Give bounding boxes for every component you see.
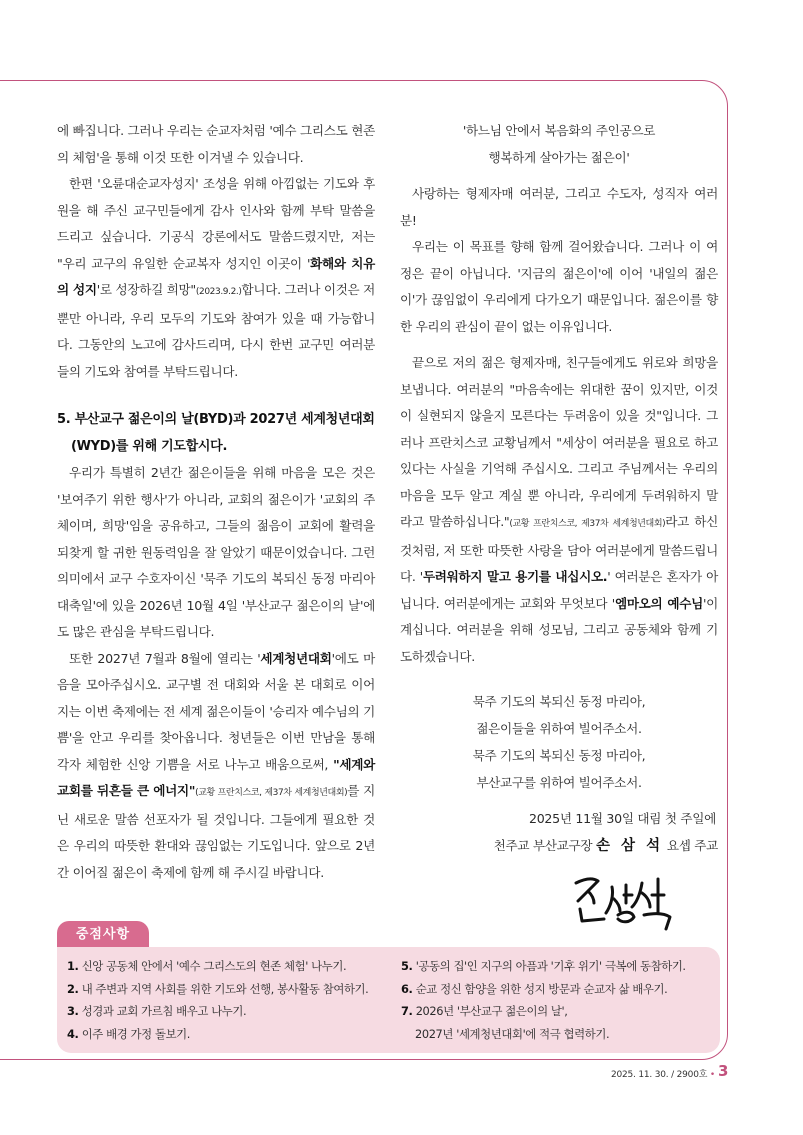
list-item-continued: 2027년 '세계청년대회'에 적극 협력하기. [415, 1026, 610, 1041]
page-number: 3 [718, 1062, 729, 1080]
citation: (교황 프란치스코, 제37차 세계청년대회) [195, 788, 348, 798]
section-heading: 5. 부산교구 젊은이의 날(BYD)과 2027년 세계청년대회 [57, 412, 375, 427]
paragraph: 끝으로 저의 젊은 형제자매, 친구들에게도 위로와 희망을 보냅니다. 여러분의 "마음속에는 위대한 꿈이 있지만, 이것이 실현되지 않을지 모른다는 두려움이 있을 것"입니다. 그러나 프란치스코 교황님께서 "세상이 여러분을 필요로 하고 있다는 사실을 기억해 주십시오. 그리고 주님께서는 우리의 마음을 모두 알고 계실 뿐 아니라, 우리에게 두려워하지 말라고 말씀하십니다."(교황 프란치스코, 제37차 세계청년대회)라고 하신 것처럼, 저 또한 따뜻한 사랑을 담아 여러분에게 말씀드립니다. '두려워하지 말고 용기를 내십시오.' 여러분은 혼자가 아닙니다. 여러분에게는 교회와 무엇보다 '엠마오의 예수님'이 계십니다. 여러분을 위해 성모님, 그리고 공동체와 함께 기도하겠습니다. [400, 355, 719, 664]
emphasis: 엠마오의 예수님 [614, 595, 703, 611]
prayer-line: 젊은이들을 위하여 빌어주소서. [476, 721, 642, 736]
handwritten-signature [570, 873, 682, 931]
left-column [57, 118, 375, 886]
list-item: 7. 2026년 '부산교구 젊은이의 날', [401, 1004, 568, 1018]
paragraph: 에 빠집니다. 그러나 우리는 순교자처럼 '예수 그리스도 현존의 체험'을 통해 이것 또한 이겨낼 수 있습니다. [57, 123, 375, 165]
prayer-line: 묵주 기도의 복되신 동정 마리아, [472, 694, 646, 709]
summary-box [57, 947, 720, 1053]
section-heading-cont: (WYD)를 위해 기도합시다. [71, 438, 228, 454]
emphasis: 세계청년대회 [260, 650, 332, 666]
prayer-line: 부산교구를 위하여 빌어주소서. [476, 775, 642, 790]
citation: (2023.9.2.) [195, 287, 242, 297]
paragraph: 우리가 특별히 2년간 젊은이들을 위해 마음을 모은 것은 '보여주기 위한 행사'가 아니라, 교회의 젊은이가 '교회의 주체이며, 희망'임을 공유하고, 그들의 젊음이 교회에 활력을 되찾게 할 귀한 원동력임을 잘 알았기 때문이었습니다. 그런 의미에서 교구 수호자이신 '묵주 기도의 복되신 동정 마리아 대축일'에 있을 2026년 10월 4일 '부산교구 젊은이의 날'에도 많은 관심을 부탁드립니다. [57, 465, 375, 639]
emphasis: 화해와 치유의 성지 [57, 255, 375, 297]
bishop-name: 손 삼 석 [595, 837, 664, 854]
summary-column-right [401, 955, 713, 1045]
prayer-line: 묵주 기도의 복되신 동정 마리아, [472, 748, 646, 763]
paragraph: 한편 '오륜대순교자성지' 조성을 위해 아낌없는 기도와 후원을 해 주신 교구민들에게 감사 인사와 함께 부탁 말씀을 드리고 싶습니다. 기공식 강론에서도 말씀드렸지만, 저는 "우리 교구의 유일한 순교복자 성지인 이곳이 '화해와 치유의 성지'로 성장하길 희망"(2023.9.2.)합니다. 그러나 이것은 저뿐만 아니라, 우리 모두의 기도와 참여가 있을 때 가능합니다. 그동안의 노고에 감사드리며, 다시 한번 교구민 여러분들의 기도와 참여를 부탁드립니다. [57, 176, 376, 379]
signature-date: 2025년 11월 30일 대림 첫 주일에 [528, 811, 716, 826]
emphasis: 두려워하지 말고 용기를 내십시오. [422, 569, 608, 584]
prayer-block [400, 688, 718, 796]
list-item: 4. 이주 배경 가정 돌보기. [67, 1026, 191, 1041]
emphasis: "세계와 교회를 뒤흔들 큰 에너지" [57, 756, 375, 798]
list-item: 1. 신앙 공동체 안에서 '예수 그리스도의 현존 체험' 나누기. [67, 959, 347, 973]
paragraph: 사랑하는 형제자매 여러분, 그리고 수도자, 성직자 여러분! [400, 186, 718, 228]
summary-column-left [67, 955, 397, 1045]
issue-info: 2025. 11. 30. / 2900호 • [610, 1070, 715, 1080]
right-column [400, 118, 718, 859]
summary-tag: 중점사항 [57, 921, 149, 949]
list-item: 3. 성경과 교회 가르침 배우고 나누기. [67, 1004, 247, 1018]
bullet-icon: • [709, 1070, 715, 1080]
citation: (교황 프란치스코, 제37차 세계청년대회) [509, 519, 666, 529]
theme-quote-line: 행복하게 살아가는 젊은이' [488, 149, 630, 165]
list-item: 5. '공동의 집'인 지구의 아픔과 '기후 위기' 극복에 동참하기. [401, 959, 686, 973]
paragraph: 또한 2027년 7월과 8월에 열리는 '세계청년대회'에도 마음을 모아주십시오. 교구별 전 대회와 서울 본 대회로 이어지는 이번 축제에는 전 세계 젊은이들이 '승리자 예수님의 기쁨'을 안고 우리를 찾아옵니다. 청년들은 이번 만남을 통해 각자 체험한 신앙 기쁨을 서로 나누고 배움으로써, "세계와 교회를 뒤흔들 큰 에너지"(교황 프란치스코, 제37차 세계청년대회)를 지닌 새로운 말씀 선포자가 될 것입니다. 그들에게 필요한 것은 우리의 따뜻한 환대와 끊임없는 기도입니다. 앞으로 2년간 이어질 젊은이 축제에 함께 해 주시길 바랍니다. [57, 650, 375, 880]
paragraph: 우리는 이 목표를 향해 함께 걸어왔습니다. 그러나 이 여정은 끝이 아닙니다. '지금의 젊은이'에 이어 '내일의 젊은이'가 끊임없이 우리에게 다가오기 때문입니다. 젊은이를 향한 우리의 관심이 끝이 없는 이유입니다. [400, 239, 718, 334]
list-item: 6. 순교 정신 함양을 위한 성지 방문과 순교자 삶 배우기. [401, 981, 668, 996]
theme-quote-line: '하느님 안에서 복음화의 주인공으로 [462, 123, 656, 138]
list-item: 2. 내 주변과 지역 사회를 위한 기도와 선행, 봉사활동 참여하기. [67, 981, 369, 996]
signature-line: 천주교 부산교구장 손 삼 석 요셉 주교 [493, 837, 718, 854]
